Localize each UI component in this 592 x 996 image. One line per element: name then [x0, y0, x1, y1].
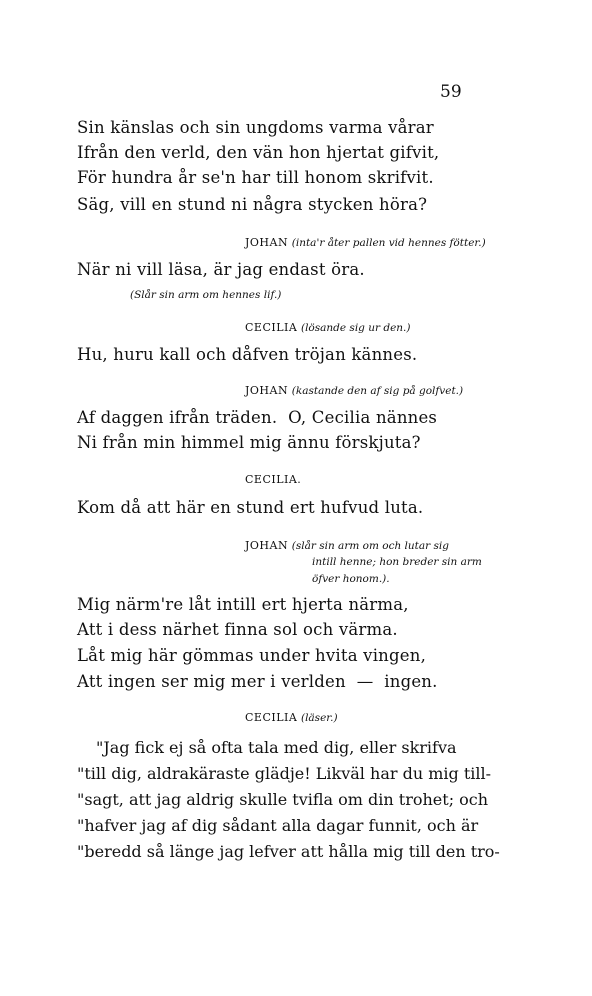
verse-line: Mig närm're låt intill ert hjerta närma,	[77, 595, 409, 614]
speaker-johan	[245, 235, 486, 249]
speaker-name: CECILIA	[245, 711, 298, 724]
stage-direction: (kastande den af sig på golfvet.)	[291, 385, 464, 397]
speaker-cecilia	[245, 710, 338, 724]
speaker-name: JOHAN	[245, 539, 289, 552]
verse-line: Ni från min himmel mig ännu förskjuta?	[77, 433, 421, 452]
speaker-cecilia	[245, 320, 411, 334]
speaker-name: CECILIA.	[245, 473, 302, 486]
stage-direction: (läser.)	[300, 712, 338, 724]
speaker-johan	[245, 383, 463, 397]
speaker-name: JOHAN	[245, 384, 289, 397]
verse-line: Hu, huru kall och dåfven tröjan kännes.	[77, 345, 418, 364]
stage-direction: öfver honom.).	[312, 573, 390, 585]
letter-line: "hafver jag af dig sådant alla dagar funnit, och är	[77, 816, 479, 835]
stage-direction: (inta'r åter pallen vid hennes fötter.)	[291, 237, 486, 249]
letter-line: "till dig, aldrakäraste glädje! Likväl har du mig till-	[77, 764, 492, 783]
verse-line: Af daggen ifrån träden. O, Cecilia nännes	[77, 408, 438, 427]
verse-line: När ni vill läsa, är jag endast öra.	[77, 260, 365, 279]
stage-direction: intill henne; hon breder sin arm	[312, 556, 482, 568]
verse-line: Låt mig här gömmas under hvita vingen,	[77, 646, 427, 665]
verse-line: Sin känslas och sin ungdoms varma vårar	[77, 118, 434, 137]
verse-line: Säg, vill en stund ni några stycken höra?	[77, 195, 428, 214]
letter-line: "sagt, att jag aldrig skulle tvifla om din trohet; och	[77, 790, 489, 809]
speaker-name: JOHAN	[245, 236, 289, 249]
speaker-johan	[245, 538, 449, 552]
speaker-cecilia	[245, 472, 301, 486]
letter-line: "Jag fick ej så ofta tala med dig, eller skrifva	[96, 738, 457, 757]
verse-line: Kom då att här en stund ert hufvud luta.	[77, 498, 424, 517]
letter-line: "beredd så länge jag lefver att hålla mig till den tro-	[77, 842, 500, 861]
stage-direction: (Slår sin arm om hennes lif.)	[130, 289, 282, 301]
verse-line: Att ingen ser mig mer i verlden — ingen.	[77, 672, 438, 691]
stage-direction: (slår sin arm om och lutar sig	[291, 540, 449, 552]
stage-direction: (lösande sig ur den.)	[300, 322, 411, 334]
verse-line: För hundra år se'n har till honom skrifvit.	[77, 168, 434, 187]
page-number: 59	[440, 82, 462, 102]
speaker-name: CECILIA	[245, 321, 298, 334]
verse-line: Ifrån den verld, den vän hon hjertat gifvit,	[77, 143, 440, 162]
verse-line: Att i dess närhet finna sol och värma.	[77, 620, 398, 639]
stage-direction-block	[130, 287, 281, 301]
